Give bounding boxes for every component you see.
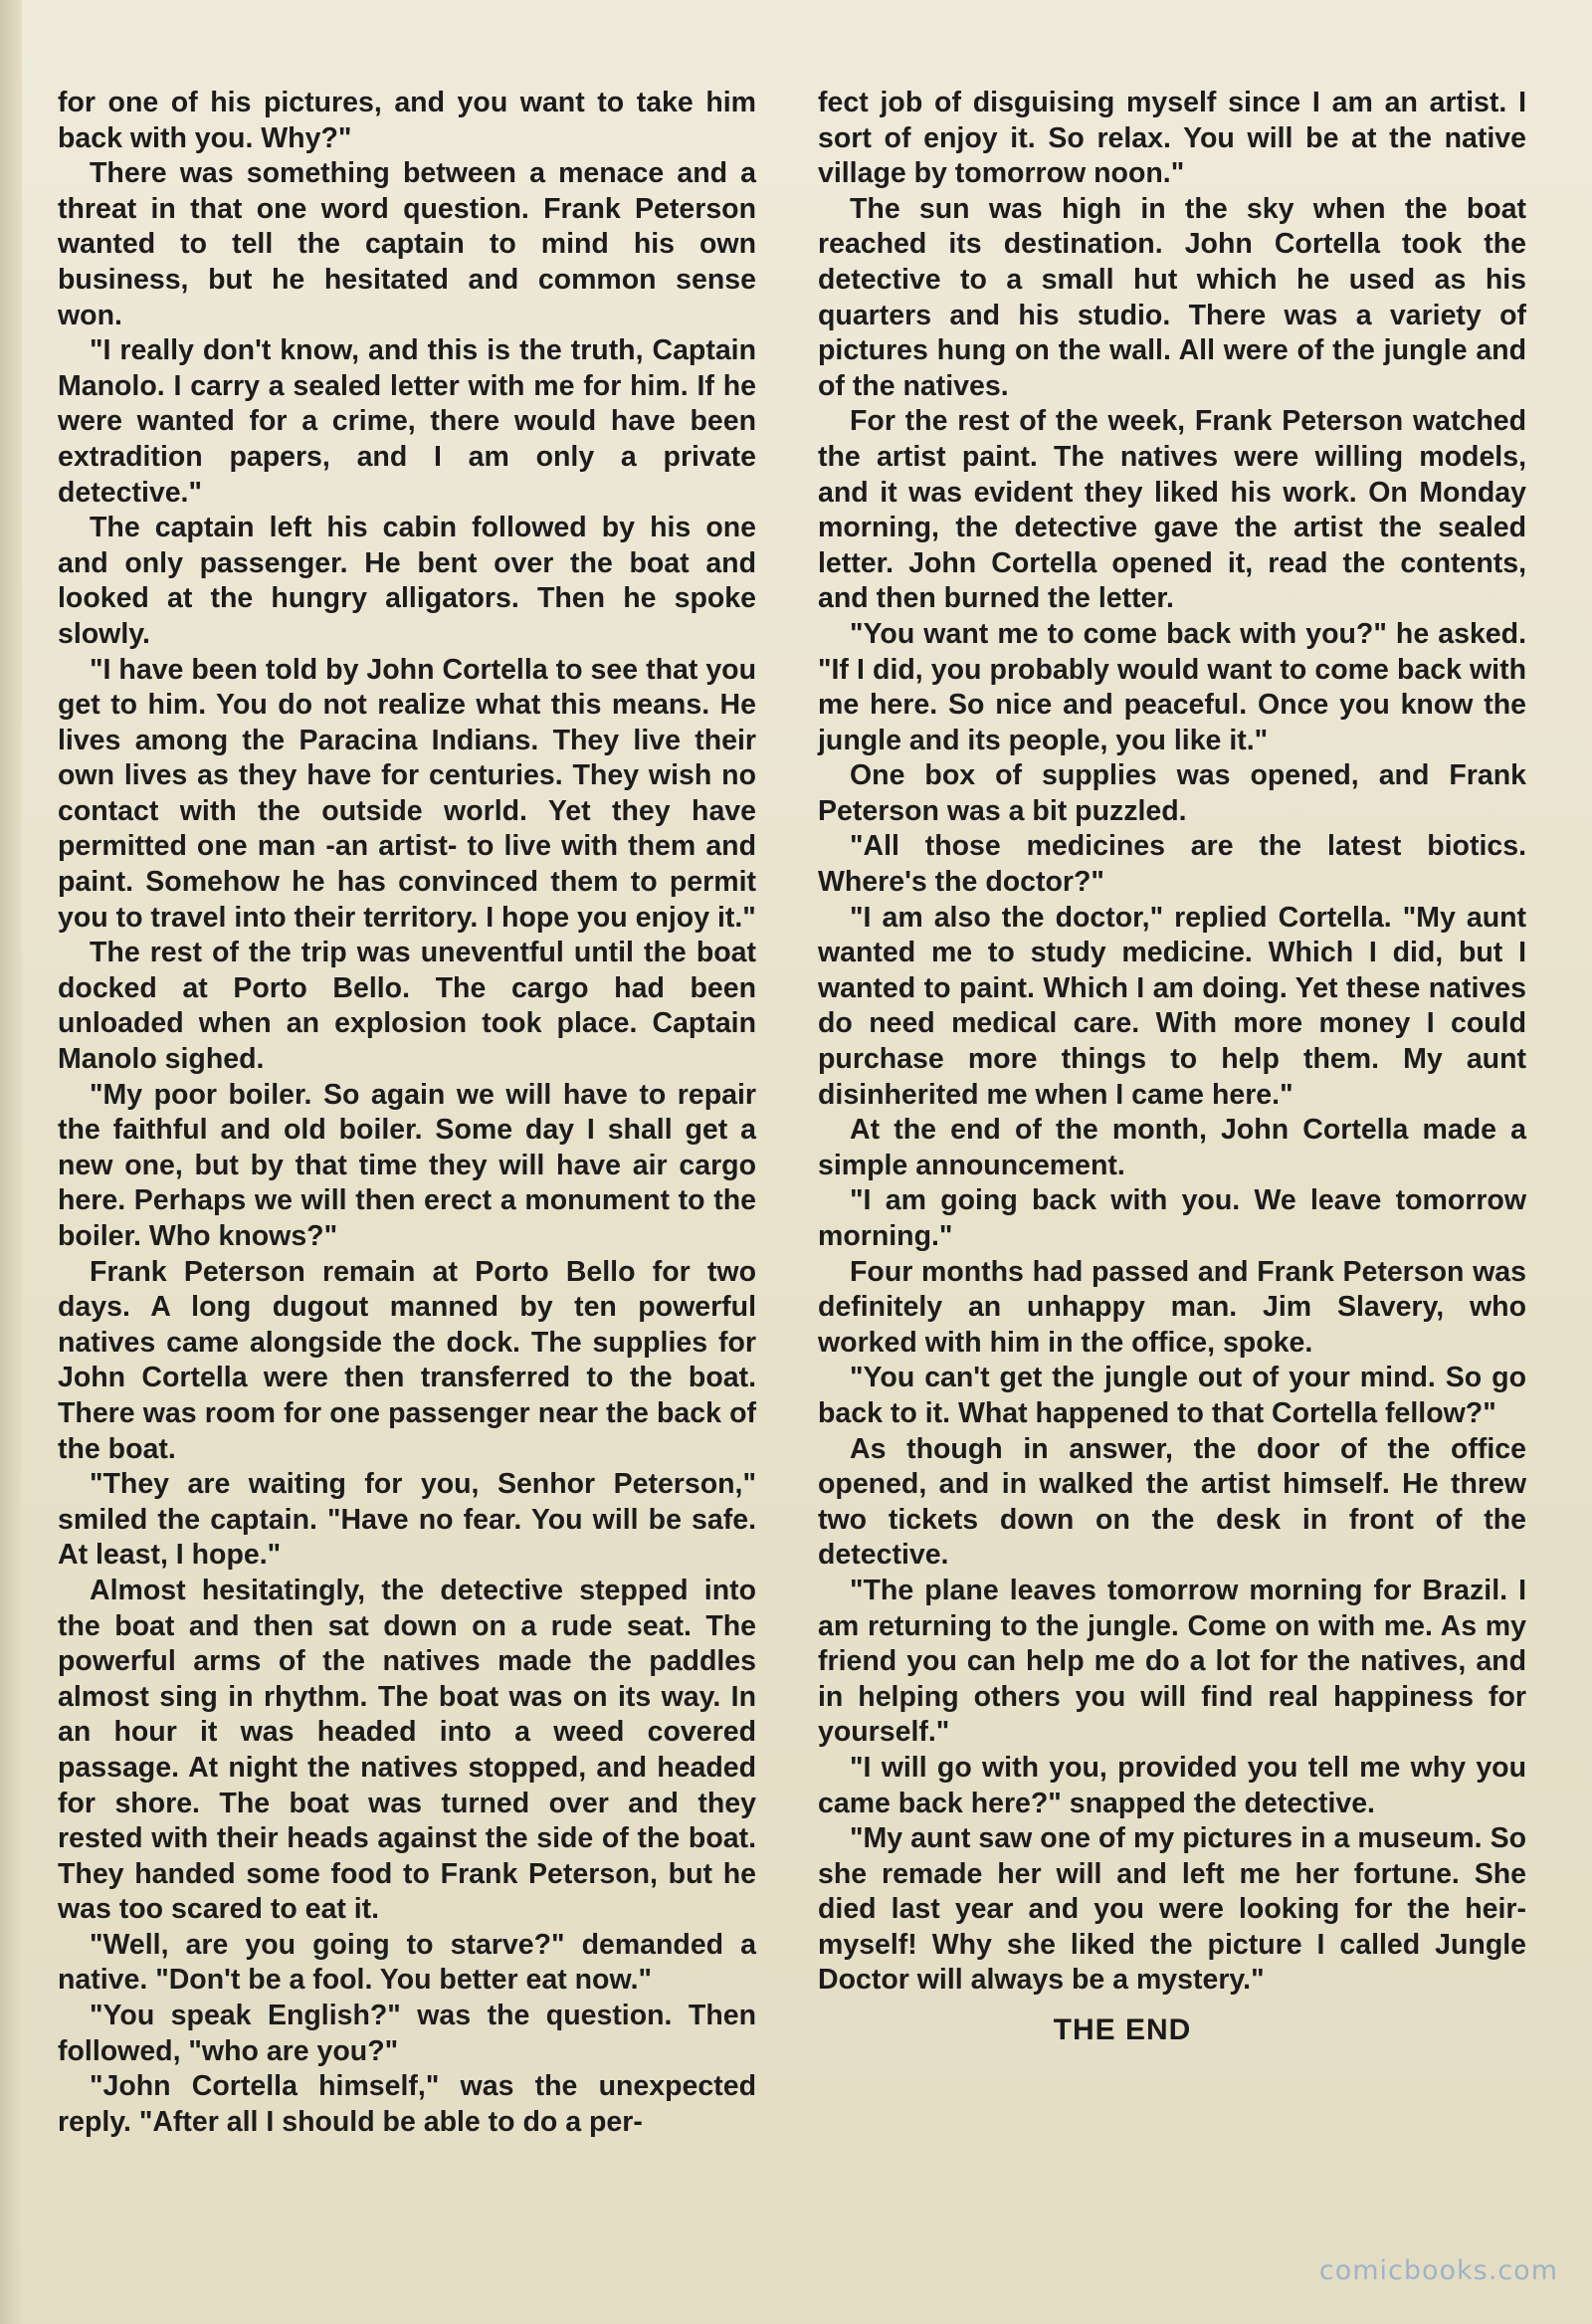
site-watermark: comicbooks.com — [1318, 2255, 1558, 2286]
paragraph: For the rest of the week, Frank Peterson watched the artist paint. The natives were willing models, and it was evident they liked his work. On Monday morning, the detective gave the artist the sealed letter. John Cortella opened it, read the contents, and then burned the letter. — [818, 405, 1526, 615]
paragraph: Frank Peterson remain at Porto Bello for two days. A long dugout manned by ten powerful natives came alongside the dock. The supplies for John Cortella were then transferred to the boat. There was room for one passenger near the back of the boat. — [58, 1255, 756, 1465]
the-end-label: THE END — [1053, 2013, 1192, 2047]
paragraph: As though in answer, the door of the office opened, and in walked the artist himself. He threw two tickets down on the desk in front of the detective. — [818, 1432, 1526, 1572]
right-text-column — [818, 86, 1526, 2048]
paragraph: "My poor boiler. So again we will have to repair the faithful and old boiler. Some day I shall get a new one, but by that time they will have air cargo here. Perhaps we will then erect a monument to the boiler. Who knows?" — [58, 1078, 756, 1252]
paragraph: "You speak English?" was the question. Then followed, "who are you?" — [58, 2000, 756, 2067]
paragraph: At the end of the month, John Cortella made a simple announcement. — [818, 1114, 1526, 1181]
paragraph: "I am going back with you. We leave tomorrow morning." — [818, 1184, 1526, 1252]
paragraph: "My aunt saw one of my pictures in a museum. So she remade her will and left me her fortune. She died last year and you were looking for the heir-myself! Why she liked the picture I called Jungle Doctor will always be a mystery." — [818, 1822, 1526, 1997]
paragraph: "I really don't know, and this is the truth, Captain Manolo. I carry a sealed letter with me for him. If he were wanted for a crime, there would have been extradition papers, and I am only a private detective." — [58, 334, 756, 509]
paragraph: "You can't get the jungle out of your mind. So go back to it. What happened to that Cortella fellow?" — [818, 1362, 1526, 1429]
left-text-column — [58, 86, 756, 2140]
paragraph: The captain left his cabin followed by his one and only passenger. He bent over the boat and looked at the hungry alligators. Then he spoke slowly. — [58, 512, 756, 650]
paragraph: Almost hesitatingly, the detective stepped into the boat and then sat down on a rude seat. The powerful arms of the natives made the paddles almost sing in rhythm. The boat was on its way. In an hour it was headed into a weed covered passage. At night the natives stopped, and headed for shore. The boat was turned over and they rested with their heads against the side of the boat. They handed some food to Frank Peterson, but he was too scared to eat it. — [58, 1574, 756, 1926]
paragraph: "You want me to come back with you?" he asked. "If I did, you probably would want to come back with me here. So nice and peaceful. Once you know the jungle and its people, you like it." — [818, 617, 1526, 756]
paragraph: "They are waiting for you, Senhor Peterson," smiled the captain. "Have no fear. You will be safe. At least, I hope." — [58, 1468, 756, 1572]
paragraph: The rest of the trip was uneventful until the boat docked at Porto Bello. The cargo had been unloaded when an explosion took place. Captain Manolo sighed. — [58, 937, 756, 1076]
paragraph: "The plane leaves tomorrow morning for Brazil. I am returning to the jungle. Come on with me. As my friend you can help me do a lot for the natives, and in helping others you will find real happiness for yourself." — [818, 1574, 1526, 1749]
paragraph: "I have been told by John Cortella to see that you get to him. You do not realize what this means. He lives among the Paracina Indians. They live their own lives as they have for centuries. They wish no contact with the outside world. Yet they have permitted one man -an artist- to live with them and paint. Somehow he has convinced them to permit you to travel into their territory. I hope you enjoy it." — [58, 653, 756, 934]
paragraph: The sun was high in the sky when the boat reached its destination. John Cortella took the detective to a small hut which he used as his quarters and his studio. There was a variety of pictures hung on the wall. All were of the jungle and of the natives. — [818, 192, 1526, 402]
paragraph: for one of his pictures, and you want to take him back with you. Why?" — [58, 87, 756, 154]
paragraph: "I am also the doctor," replied Cortella. "My aunt wanted me to study medicine. Which I did, but I wanted to paint. Which I am doing. Yet these natives do need medical care. With more money I could purchase more things to help them. My aunt disinherited me when I came here." — [818, 901, 1526, 1111]
paragraph: "John Cortella himself," was the unexpected reply. "After all I should be able to do a per- — [58, 2070, 756, 2138]
paragraph: "Well, are you going to starve?" demanded a native. "Don't be a fool. You better eat now." — [58, 1928, 756, 1997]
paragraph: One box of supplies was opened, and Frank Peterson was a bit puzzled. — [818, 759, 1526, 827]
paragraph: There was something between a menace and a threat in that one word question. Frank Peterson wanted to tell the captain to mind his own business, but he hesitated and common sense won. — [58, 157, 756, 331]
page-edge-shadow — [0, 0, 22, 2324]
paragraph: fect job of disguising myself since I am an artist. I sort of enjoy it. So relax. You will be at the native village by tomorrow noon." — [818, 87, 1526, 190]
paragraph: "I will go with you, provided you tell me why you came back here?" snapped the detective. — [818, 1751, 1526, 1819]
paragraph: "All those medicines are the latest biotics. Where's the doctor?" — [818, 830, 1526, 899]
paragraph: Four months had passed and Frank Peterson was definitely an unhappy man. Jim Slavery, who worked with him in the office, spoke. — [818, 1255, 1526, 1359]
